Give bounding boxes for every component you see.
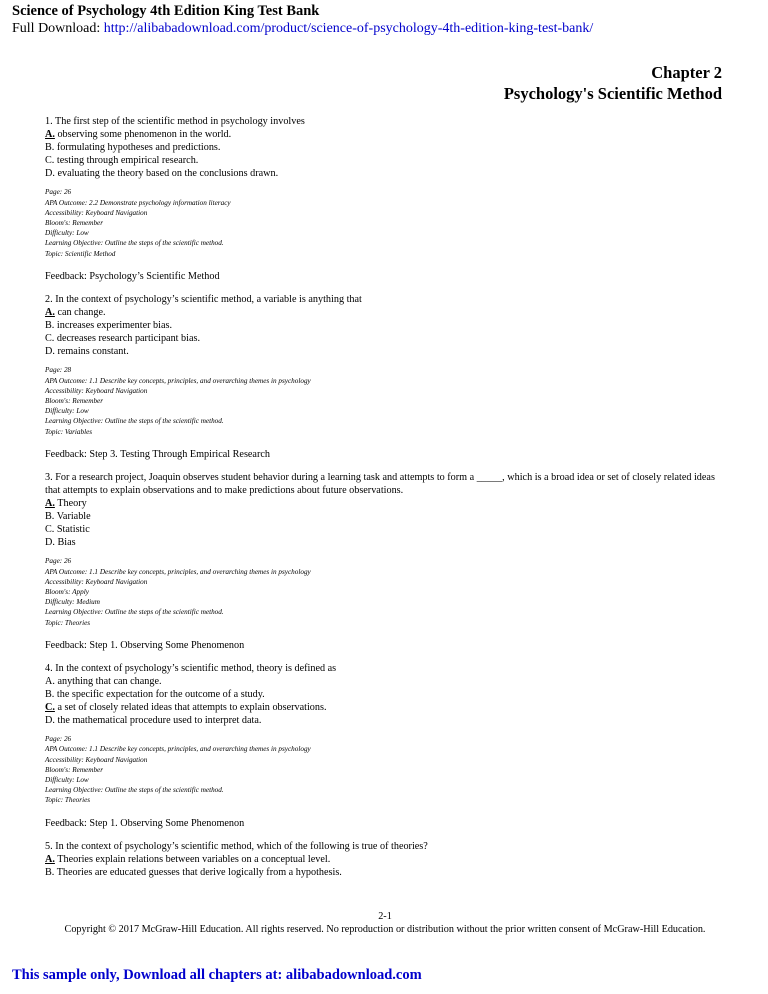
correct-answer-letter: C. xyxy=(45,702,55,714)
metadata-line: Bloom's: Apply xyxy=(45,587,89,596)
metadata-line: Difficulty: Low xyxy=(45,407,89,416)
question-feedback: Feedback: Step 3. Testing Through Empirical Research xyxy=(45,448,270,460)
answer-option xyxy=(45,154,725,167)
metadata-line: Bloom's: Remember xyxy=(45,765,104,774)
question-feedback: Feedback: Step 1. Observing Some Phenomenon xyxy=(45,639,245,651)
option-text: Variable xyxy=(54,511,91,523)
metadata-line: Accessibility: Keyboard Navigation xyxy=(45,386,148,395)
answer-option xyxy=(45,675,725,688)
question-block xyxy=(45,293,725,461)
option-letter: C. xyxy=(45,333,55,345)
full-download-label: Full Download: xyxy=(12,21,101,36)
option-text: a set of closely related ideas that attempts to explain observations. xyxy=(54,702,327,714)
answer-option xyxy=(45,345,725,358)
metadata-line: Bloom's: Remember xyxy=(45,219,104,228)
answer-option xyxy=(45,523,725,536)
metadata-line: Page: 28 xyxy=(45,366,72,375)
answer-option xyxy=(45,319,725,332)
option-letter: B. xyxy=(45,320,55,332)
question-feedback: Feedback: Step 1. Observing Some Phenomenon xyxy=(45,817,245,829)
option-letter: C. xyxy=(45,524,55,536)
option-letter: B. xyxy=(45,866,55,878)
chapter-number: Chapter 2 xyxy=(651,63,722,82)
question-block xyxy=(45,662,725,830)
metadata-line: Accessibility: Keyboard Navigation xyxy=(45,577,148,586)
option-text: Theories explain relations between variables on a conceptual level. xyxy=(54,853,331,865)
question-feedback: Feedback: Psychology’s Scientific Method xyxy=(45,270,220,282)
correct-answer-letter: A. xyxy=(45,129,55,141)
answer-option xyxy=(45,853,725,866)
answer-option xyxy=(45,128,725,141)
option-text: increases experimenter bias. xyxy=(54,320,173,332)
question-metadata xyxy=(45,556,725,627)
option-letter: B. xyxy=(45,688,55,700)
copyright-notice: Copyright © 2017 McGraw-Hill Education. All rights reserved. No reproduction or distribution without the prior written consent of McGraw-Hill Education. xyxy=(64,923,706,935)
metadata-line: Accessibility: Keyboard Navigation xyxy=(45,208,148,217)
page-number: 2-1 xyxy=(378,911,392,922)
metadata-line: Page: 26 xyxy=(45,735,72,744)
option-letter: C. xyxy=(45,155,55,167)
metadata-line: APA Outcome: 1.1 Describe key concepts, principles, and overarching themes in psychology xyxy=(45,745,311,754)
option-text: decreases research participant bias. xyxy=(54,333,201,345)
option-text: evaluating the theory based on the conclusions drawn. xyxy=(54,168,279,180)
option-text: Theories are educated guesses that derive logically from a hypothesis. xyxy=(54,866,342,878)
document-title: Science of Psychology 4th Edition King Test Bank xyxy=(12,3,320,19)
sample-download-notice[interactable]: This sample only, Download all chapters at: alibabadownload.com xyxy=(12,967,422,983)
question-block xyxy=(45,471,725,652)
question-metadata xyxy=(45,365,725,436)
option-letter: B. xyxy=(45,511,55,523)
document-header xyxy=(12,2,593,38)
chapter-name: Psychology's Scientific Method xyxy=(503,84,722,103)
metadata-line: Accessibility: Keyboard Navigation xyxy=(45,755,148,764)
option-text: can change. xyxy=(54,306,106,318)
question-stem: 1. The first step of the scientific method in psychology involves xyxy=(45,116,305,127)
chapter-heading xyxy=(504,62,722,104)
metadata-line: Learning Objective: Outline the steps of the scientific method. xyxy=(45,786,224,795)
answer-option xyxy=(45,510,725,523)
correct-answer-letter: A. xyxy=(45,497,55,509)
metadata-line: APA Outcome: 2.2 Demonstrate psychology information literacy xyxy=(45,198,231,207)
question-list xyxy=(45,115,725,879)
answer-option xyxy=(45,497,725,510)
option-text: the mathematical procedure used to interpret data. xyxy=(54,715,262,727)
full-download-line xyxy=(12,20,593,38)
option-letter: B. xyxy=(45,142,55,154)
metadata-line: Topic: Theories xyxy=(45,796,91,805)
metadata-line: Learning Objective: Outline the steps of the scientific method. xyxy=(45,417,224,426)
option-text: Bias xyxy=(54,537,76,549)
question-stem: 3. For a research project, Joaquin observes student behavior during a learning task and attempts to form a _____, which is a broad idea or set of closely related ideas that attempts to explain observations and to make predictions about future observations. xyxy=(45,471,715,496)
answer-option xyxy=(45,866,725,879)
option-text: the specific expectation for the outcome of a study. xyxy=(54,688,265,700)
option-text: Theory xyxy=(54,497,87,509)
correct-answer-letter: A. xyxy=(45,853,55,865)
option-text: testing through empirical research. xyxy=(54,155,199,167)
metadata-line: Page: 26 xyxy=(45,557,72,566)
question-stem: 5. In the context of psychology’s scientific method, which of the following is true of theories? xyxy=(45,840,428,852)
metadata-line: Topic: Scientific Method xyxy=(45,249,116,258)
answer-option xyxy=(45,536,725,549)
metadata-line: Page: 26 xyxy=(45,188,72,197)
metadata-line: Learning Objective: Outline the steps of the scientific method. xyxy=(45,608,224,617)
metadata-line: Difficulty: Low xyxy=(45,776,89,785)
metadata-line: Topic: Variables xyxy=(45,427,93,436)
metadata-line: Topic: Theories xyxy=(45,618,91,627)
option-text: formulating hypotheses and predictions. xyxy=(54,142,221,154)
full-download-link[interactable]: http://alibabadownload.com/product/science-of-psychology-4th-edition-king-test-bank/ xyxy=(103,21,594,36)
answer-option xyxy=(45,167,725,180)
metadata-line: Bloom's: Remember xyxy=(45,396,104,405)
question-metadata xyxy=(45,187,725,258)
question-stem: 4. In the context of psychology’s scientific method, theory is defined as xyxy=(45,662,337,674)
question-metadata xyxy=(45,734,725,805)
question-block xyxy=(45,840,725,879)
correct-answer-letter: A. xyxy=(45,306,55,318)
option-letter: A. xyxy=(45,675,55,687)
metadata-line: Learning Objective: Outline the steps of the scientific method. xyxy=(45,239,224,248)
question-block xyxy=(45,115,725,283)
option-letter: D. xyxy=(45,715,55,727)
question-stem: 2. In the context of psychology’s scientific method, a variable is anything that xyxy=(45,293,362,305)
page-footer xyxy=(45,911,725,936)
metadata-line: APA Outcome: 1.1 Describe key concepts, principles, and overarching themes in psychology xyxy=(45,567,311,576)
metadata-line: Difficulty: Low xyxy=(45,229,89,238)
answer-option xyxy=(45,332,725,345)
option-letter: D. xyxy=(45,537,55,549)
metadata-line: APA Outcome: 1.1 Describe key concepts, principles, and overarching themes in psychology xyxy=(45,376,311,385)
option-letter: D. xyxy=(45,168,55,180)
metadata-line: Difficulty: Medium xyxy=(45,598,100,607)
answer-option xyxy=(45,714,725,727)
answer-option xyxy=(45,306,725,319)
answer-option xyxy=(45,688,725,701)
option-text: Statistic xyxy=(54,524,90,536)
option-text: observing some phenomenon in the world. xyxy=(54,129,232,141)
answer-option xyxy=(45,701,725,714)
option-letter: D. xyxy=(45,346,55,358)
option-text: remains constant. xyxy=(54,346,129,358)
option-text: anything that can change. xyxy=(54,675,162,687)
answer-option xyxy=(45,141,725,154)
